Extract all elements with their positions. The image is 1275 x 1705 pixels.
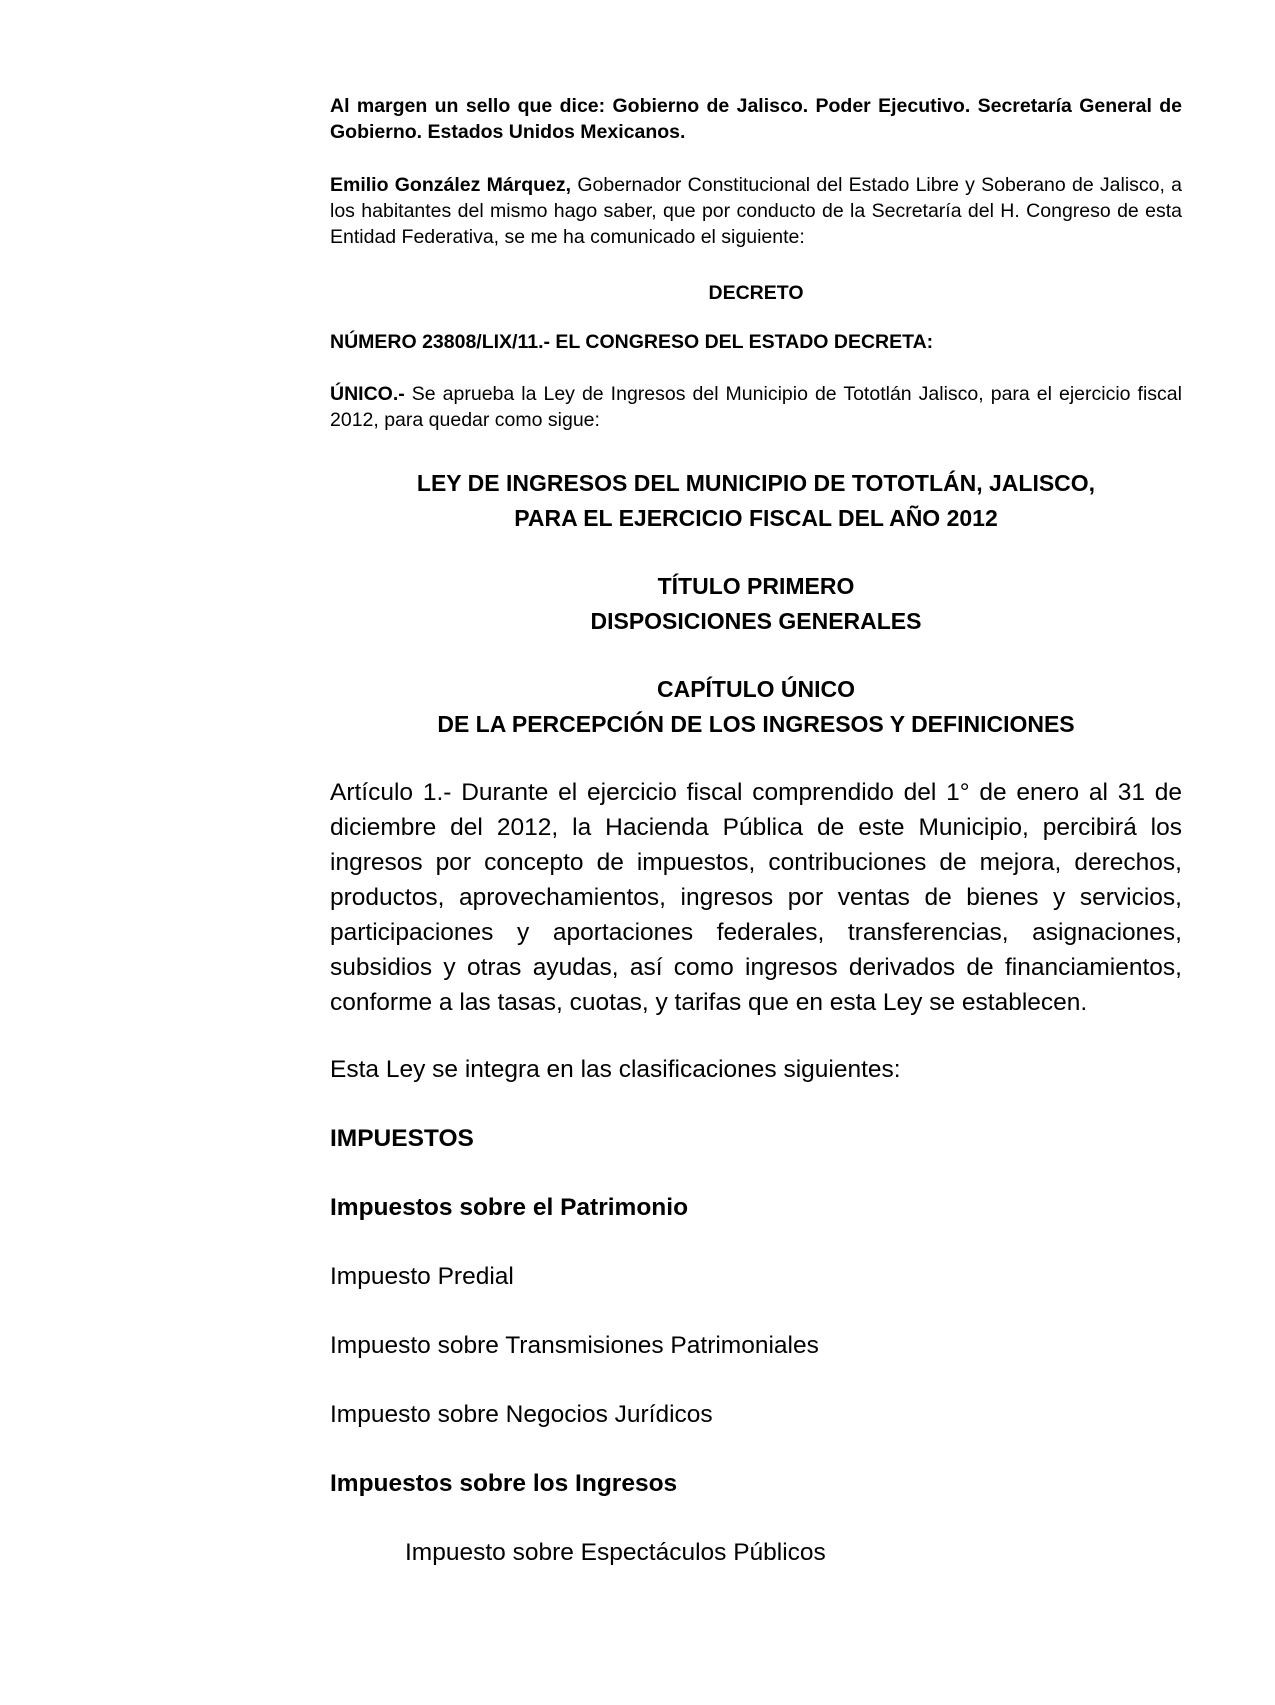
unico-paragraph	[330, 381, 1182, 433]
governor-paragraph	[330, 172, 1182, 250]
decree-label: DECRETO	[708, 282, 804, 304]
item-impuesto-negocios: Impuesto sobre Negocios Jurídicos	[330, 1401, 713, 1428]
item-impuesto-transmisiones: Impuesto sobre Transmisiones Patrimoniales	[330, 1332, 819, 1359]
law-title-line-1: LEY DE INGRESOS DEL MUNICIPIO DE TOTOTLÁN, JALISCO,	[416, 470, 1096, 496]
law-title-line-2: PARA EL EJERCICIO FISCAL DEL AÑO 2012	[514, 505, 998, 531]
heading-impuestos-patrimonio: Impuestos sobre el Patrimonio	[330, 1194, 689, 1221]
law-title	[330, 466, 1182, 536]
clasificaciones-intro: Esta Ley se integra en las clasificaciones siguientes:	[330, 1056, 901, 1083]
titulo-line-1: TÍTULO PRIMERO	[657, 573, 855, 599]
capitulo-line-2: DE LA PERCEPCIÓN DE LOS INGRESOS Y DEFINICIONES	[437, 711, 1075, 737]
decree-number: NÚMERO 23808/LIX/11.- EL CONGRESO DEL ESTADO DECRETA:	[330, 331, 934, 353]
articulo-1: Artículo 1.- Durante el ejercicio fiscal comprendido del 1° de enero al 31 de diciembre del 2012, la Hacienda Pública de este Municipio, percibirá los ingresos por concepto de impuestos, contribuciones de mejora, derechos, productos, aprovechamientos, ingresos por ventas de bienes y servicios, participaciones y aportaciones federales, transferencias, asignaciones, subsidios y otras ayudas, así como ingresos derivados de financiamientos, conforme a las tasas, cuotas, y tarifas que en esta Ley se establecen.	[330, 779, 1182, 1016]
heading-impuestos-ingresos: Impuestos sobre los Ingresos	[330, 1470, 678, 1497]
governor-name: Emilio González Márquez,	[330, 174, 572, 196]
seal-notice: Al margen un sello que dice: Gobierno de Jalisco. Poder Ejecutivo. Secretaría General de Gobierno. Estados Unidos Mexicanos.	[330, 95, 1182, 143]
capitulo-line-1: CAPÍTULO ÚNICO	[656, 676, 856, 702]
item-impuesto-predial: Impuesto Predial	[330, 1263, 514, 1290]
section-impuestos: IMPUESTOS	[330, 1125, 474, 1152]
titulo-heading	[330, 569, 1182, 639]
titulo-line-2: DISPOSICIONES GENERALES	[590, 608, 922, 634]
item-impuesto-espectaculos: Impuesto sobre Espectáculos Públicos	[405, 1539, 826, 1566]
unico-text: Se aprueba la Ley de Ingresos del Municipio de Tototlán Jalisco, para el ejercicio fiscal 2012, para quedar como sigue:	[330, 383, 1182, 431]
unico-label: ÚNICO.-	[330, 383, 405, 405]
governor-text: Gobernador Constitucional del Estado Libre y Soberano de Jalisco, a los habitantes del mismo hago saber, que por conducto de la Secretaría del H. Congreso de esta Entidad Federativa, se me ha comunicado el siguiente:	[330, 174, 1182, 248]
capitulo-heading	[330, 672, 1182, 742]
